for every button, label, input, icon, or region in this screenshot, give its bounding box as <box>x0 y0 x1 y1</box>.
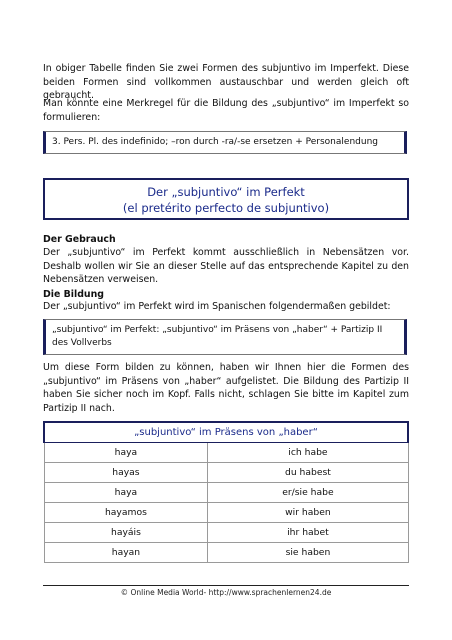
german-form: ich habe <box>208 443 408 463</box>
table-row <box>44 503 408 523</box>
spanish-form: haya <box>44 443 208 463</box>
spanish-form: hayamos <box>44 503 208 523</box>
german-form: sie haben <box>208 543 408 563</box>
intro-paragraph-1: In obiger Tabelle finden Sie zwei Formen des subjuntivo im Imperfekt. Diese beiden Formen sind vollkommen austauschbar und werden gleich oft gebraucht. <box>43 63 409 102</box>
bildung-text: Der „subjuntivo“ im Perfekt wird im Spanischen folgendermaßen gebildet: <box>43 301 391 312</box>
german-form: er/sie habe <box>208 483 408 503</box>
table-row <box>44 463 408 483</box>
german-form: wir haben <box>208 503 408 523</box>
section-title: Der „subjuntivo“ im Perfekt <box>147 185 305 199</box>
bildung-heading: Die Bildung <box>43 289 104 300</box>
imperfect-rule-box: 3. Pers. Pl. des indefinido; –ron durch -ra/-se ersetzen + Personalendung <box>43 131 407 154</box>
haber-conjugation-table <box>43 421 409 563</box>
german-form: ihr habet <box>208 523 408 543</box>
table-row <box>44 483 408 503</box>
spanish-form: hayan <box>44 543 208 563</box>
table-header: „subjuntivo“ im Präsens von „haber“ <box>44 422 408 443</box>
bildung-explanation: Um diese Form bilden zu können, haben wir Ihnen hier die Formen des „subjuntivo“ im Präsens von „haber“ aufgelistet. Die Bildung des Partizip II haben Sie sicher noch im Kopf. Falls nicht, schlagen Sie bitte im Kapitel zum Partizip II nach. <box>43 362 409 414</box>
gebrauch-text: Der „subjuntivo“ im Perfekt kommt ausschließlich in Nebensätzen vor. Deshalb wollen wir Sie an dieser Stelle auf das entsprechende Kapitel zu den Nebensätzen verweisen. <box>43 247 409 286</box>
section-heading-box <box>43 178 409 220</box>
spanish-form: hayáis <box>44 523 208 543</box>
footer-text: © Online Media World- http://www.sprachenlernen24.de <box>120 588 332 597</box>
table-row <box>44 523 408 543</box>
gebrauch-heading: Der Gebrauch <box>43 234 116 245</box>
section-subtitle: (el pretérito perfecto de subjuntivo) <box>122 201 330 215</box>
spanish-form: hayas <box>44 463 208 483</box>
footer-divider <box>43 585 409 586</box>
table-row <box>44 543 408 563</box>
table-row <box>44 443 408 463</box>
german-form: du habest <box>208 463 408 483</box>
spanish-form: haya <box>44 483 208 503</box>
perfect-rule-box: „subjuntivo“ im Perfekt: „subjuntivo“ im Präsens von „haber“ + Partizip II des Vollverbs <box>43 319 407 355</box>
intro-paragraph-2: Man könnte eine Merkregel für die Bildung des „subjuntivo“ im Imperfekt so formulieren: <box>43 98 409 123</box>
